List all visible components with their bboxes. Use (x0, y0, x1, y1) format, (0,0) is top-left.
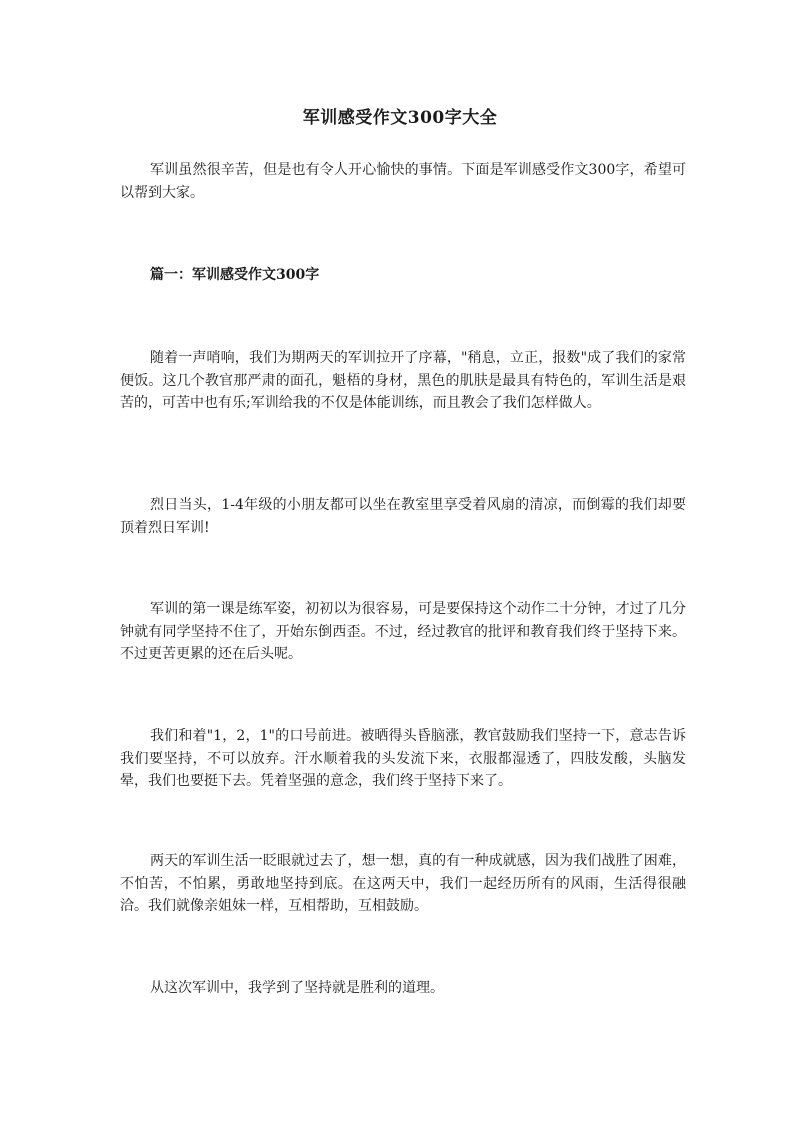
section-heading: 篇一：军训感受作文300字 (150, 267, 320, 283)
body-paragraph-5: 两天的军训生活一眨眼就过去了，想一想，真的有一种成就感，因为我们战胜了困难，不怕苦，不怕累，勇敢地坚持到底。在这两天中，我们一起经历所有的风雨，生活得很融洽。我们就像亲姐妹一样，互相帮助，互相鼓励。 (120, 853, 686, 914)
body-paragraph-6: 从这次军训中，我学到了坚持就是胜利的道理。 (150, 980, 444, 996)
body-paragraph-4: 我们和着"1，2，1"的口号前进。被晒得头昏脑涨，教官鼓励我们坚持一下，意志告诉我们要坚持，不可以放弃。汗水顺着我的头发流下来，衣服都湿透了，四肢发酸，头脑发晕，我们也要挺下去。凭着坚强的意念，我们终于坚持下来了。 (120, 728, 686, 789)
body-paragraph-3: 军训的第一课是练军姿，初初以为很容易，可是要保持这个动作二十分钟，才过了几分钟就有同学坚持不住了，开始东倒西歪。不过，经过教官的批评和教育我们终于坚持下来。不过更苦更累的还在后头呢。 (120, 601, 686, 662)
intro-paragraph: 军训虽然很辛苦，但是也有令人开心愉快的事情。下面是军训感受作文300字，希望可以帮到大家。 (120, 162, 686, 201)
body-paragraph-1: 随着一声哨响，我们为期两天的军训拉开了序幕，"稍息，立正，报数"成了我们的家常便饭。这几个教官那严肃的面孔，魁梧的身材，黑色的肌肤是最具有特色的，军训生活是艰苦的，可苦中也有乐;军训给我的不仅是体能训练，而且教会了我们怎样做人。 (120, 350, 686, 411)
document-title: 军训感受作文300字大全 (302, 108, 498, 128)
body-paragraph-2: 烈日当头，1-4年级的小朋友都可以坐在教室里享受着风扇的清凉，而倒霉的我们却要顶着烈日军训! (120, 497, 686, 536)
